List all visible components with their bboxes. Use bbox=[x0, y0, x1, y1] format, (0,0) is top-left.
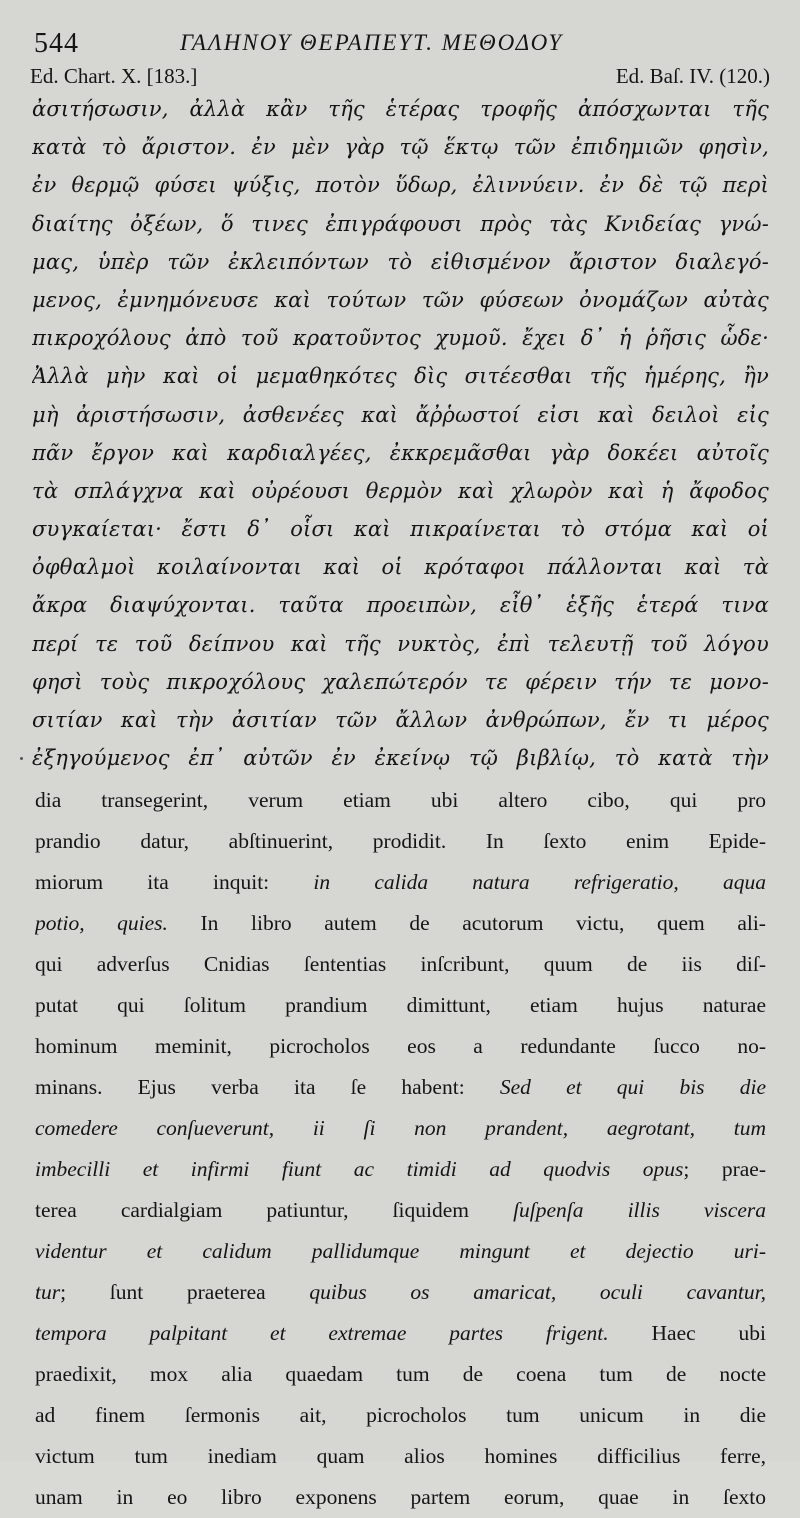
greek-text-line: τὰ σπλάγχνα καὶ οὐρέουσι θερμὸν καὶ χλωρὸν καὶ ἡ ἄφοδος bbox=[32, 478, 769, 503]
greek-text-line: περί τε τοῦ δείπνου καὶ τῆς νυκτὸς, ἐπὶ τελευτῇ τοῦ λόγου bbox=[32, 631, 769, 656]
latin-text-line bbox=[35, 1436, 766, 1477]
latin-text-segment: ad finem ſermonis ait, picrocholos tum unicum in die bbox=[35, 1403, 766, 1427]
greek-text-line: ἄκρα διαψύχονται. ταῦτα προειπὼν, εἶθ᾽ ἑξῆς ἑτερά τινα bbox=[32, 593, 769, 618]
greek-text-line: Ἀλλὰ μὴν καὶ οἱ μεμαθηκότες δὶς σιτέεσθαι τῆς ἡμέρης, ἢν bbox=[32, 364, 769, 389]
latin-quotation-segment: comedere conſueverunt, ii ſi non prandent, aegrotant, tum bbox=[35, 1116, 766, 1140]
latin-quotation-segment: imbecilli et infirmi fiunt ac timidi ad quodvis opus bbox=[35, 1157, 684, 1181]
latin-quotation-segment: tur bbox=[35, 1280, 61, 1304]
latin-text-line bbox=[35, 1477, 766, 1518]
latin-quotation-segment: videntur et calidum pallidumque mingunt et dejectio uri- bbox=[35, 1239, 766, 1263]
latin-text-line bbox=[35, 985, 766, 1026]
greek-text-line: ὀφθαλμοὶ κοιλαίνονται καὶ οἱ κρόταφοι πάλλονται καὶ τὰ bbox=[32, 555, 769, 580]
latin-text-line bbox=[35, 780, 766, 821]
greek-text-line: ἐν θερμῷ φύσει ψύξις, ποτὸν ὕδωρ, ἐλιννύειν. ἐν δὲ τῷ περὶ bbox=[32, 173, 769, 198]
latin-text-line bbox=[35, 1067, 766, 1108]
latin-text-line bbox=[35, 1149, 766, 1190]
greek-text-line: φησὶ τοὺς πικροχόλους χαλεπώτερόν τε φέρειν τήν τε μονο- bbox=[32, 669, 769, 694]
latin-quotation-segment: Sed et qui bis die bbox=[499, 1075, 766, 1099]
greek-text-line: κατὰ τὸ ἄριστον. ἐν μὲν γὰρ τῷ ἕκτῳ τῶν ἐπιδημιῶν φησὶν, bbox=[32, 135, 769, 160]
latin-text-segment: prandio datur, abſtinuerint, prodidit. In ſexto enim Epide- bbox=[35, 829, 766, 853]
latin-text-line bbox=[35, 862, 766, 903]
greek-text-line: συγκαίεται· ἔστι δ᾽ οἷσι καὶ πικραίνεται τὸ στόμα καὶ οἱ bbox=[32, 517, 769, 542]
margin-mark bbox=[20, 757, 23, 760]
latin-text-segment: ; prae- bbox=[683, 1157, 766, 1181]
latin-text-segment: ; ſunt praeterea bbox=[60, 1280, 310, 1304]
latin-quotation-segment: potio, quies. bbox=[35, 911, 168, 935]
latin-text-segment: minans. Ejus verba ita ſe habent: bbox=[35, 1075, 500, 1099]
latin-text-segment: dia transegerint, verum etiam ubi altero cibo, qui pro bbox=[35, 788, 766, 812]
latin-text-line bbox=[35, 1026, 766, 1067]
running-title: ΓΑΛΗΝΟΥ ΘΕΡΑΠΕΥΤ. ΜΕΘΟΔΟΥ bbox=[180, 30, 564, 55]
latin-text-segment: praedixit, mox alia quaedam tum de coena tum de nocte bbox=[35, 1362, 766, 1386]
latin-text-line bbox=[35, 1272, 766, 1313]
greek-text-line: πᾶν ἔργον καὶ καρδιαλγέες, ἐκκρεμᾶσθαι γὰρ δοκέει αὐτοῖς bbox=[32, 440, 769, 465]
latin-text-segment: hominum meminit, picrocholos eos a redundante ſucco no- bbox=[35, 1034, 766, 1058]
latin-text-line bbox=[35, 903, 766, 944]
greek-text-line: πικροχόλους ἀπὸ τοῦ κρατοῦντος χυμοῦ. ἔχει δ᾽ ἡ ῥῆσις ὧδε· bbox=[32, 326, 769, 351]
latin-quotation-segment: in calida natura refrigeratio, aqua bbox=[313, 870, 766, 894]
greek-text-line: ἐξηγούμενος ἐπ᾽ αὐτῶν ἐν ἐκείνῳ τῷ βιβλίῳ, τὸ κατὰ τὴν bbox=[32, 746, 769, 771]
greek-text-line: διαίτης ὀξέων, ὅ τινες ἐπιγράφουσι πρὸς τὰς Κνιδείας γνώ- bbox=[32, 211, 769, 236]
latin-quotation-segment: quibus os amaricat, oculi cavantur, bbox=[309, 1280, 766, 1304]
latin-text-line bbox=[35, 1190, 766, 1231]
greek-text-line: σιτίαν καὶ τὴν ἀσιτίαν τῶν ἄλλων ἀνθρώπων, ἔν τι μέρος bbox=[32, 708, 769, 732]
latin-text-segment: qui adverſus Cnidias ſententias inſcribunt, quum de iis diſ- bbox=[35, 952, 766, 976]
latin-text-line bbox=[35, 1354, 766, 1395]
greek-text-block bbox=[32, 90, 769, 777]
latin-text-segment: unam in eo libro exponens partem eorum, quae in ſexto bbox=[35, 1485, 766, 1509]
latin-translation-block bbox=[35, 780, 766, 1518]
page-number: 544 bbox=[34, 28, 79, 59]
latin-text-line bbox=[35, 1313, 766, 1354]
latin-text-line bbox=[35, 944, 766, 985]
latin-quotation-segment: ſuſpenſa illis viscera bbox=[513, 1198, 766, 1222]
edition-chart-reference: Ed. Chart. X. [183.] bbox=[30, 64, 198, 88]
latin-quotation-segment: tempora palpitant et extremae partes frigent. bbox=[35, 1321, 609, 1345]
latin-text-segment: In libro autem de acutorum victu, quem ali- bbox=[167, 911, 766, 935]
greek-text-line: μας, ὑπὲρ τῶν ἐκλειπόντων τὸ εἰθισμένον ἄριστον διαλεγό- bbox=[32, 249, 769, 274]
latin-text-line bbox=[35, 1231, 766, 1272]
latin-text-segment: Haec ubi bbox=[608, 1321, 766, 1345]
edition-basel-reference: Ed. Baſ. IV. (120.) bbox=[615, 64, 770, 88]
running-head bbox=[34, 22, 774, 62]
latin-text-segment: terea cardialgiam patiuntur, ſiquidem bbox=[35, 1198, 514, 1222]
latin-text-segment: putat qui ſolitum prandium dimittunt, etiam hujus naturae bbox=[35, 993, 766, 1017]
latin-text-line bbox=[35, 1108, 766, 1149]
latin-text-segment: miorum ita inquit: bbox=[35, 870, 314, 894]
latin-text-segment: victum tum inediam quam alios homines difficilius ferre, bbox=[35, 1444, 766, 1468]
greek-text-line: μὴ ἀριστήσωσιν, ἀσθενέες καὶ ἄῤῥωστοί εἰσι καὶ δειλοὶ εἰς bbox=[32, 402, 769, 427]
latin-text-line bbox=[35, 1395, 766, 1436]
latin-text-line bbox=[35, 821, 766, 862]
greek-text-line: ἀσιτήσωσιν, ἀλλὰ κἂν τῆς ἑτέρας τροφῆς ἀπόσχωνται τῆς bbox=[32, 97, 769, 121]
greek-text-line: μενος, ἐμνημόνευσε καὶ τούτων τῶν φύσεων ὀνομάζων αὐτὰς bbox=[32, 287, 769, 312]
